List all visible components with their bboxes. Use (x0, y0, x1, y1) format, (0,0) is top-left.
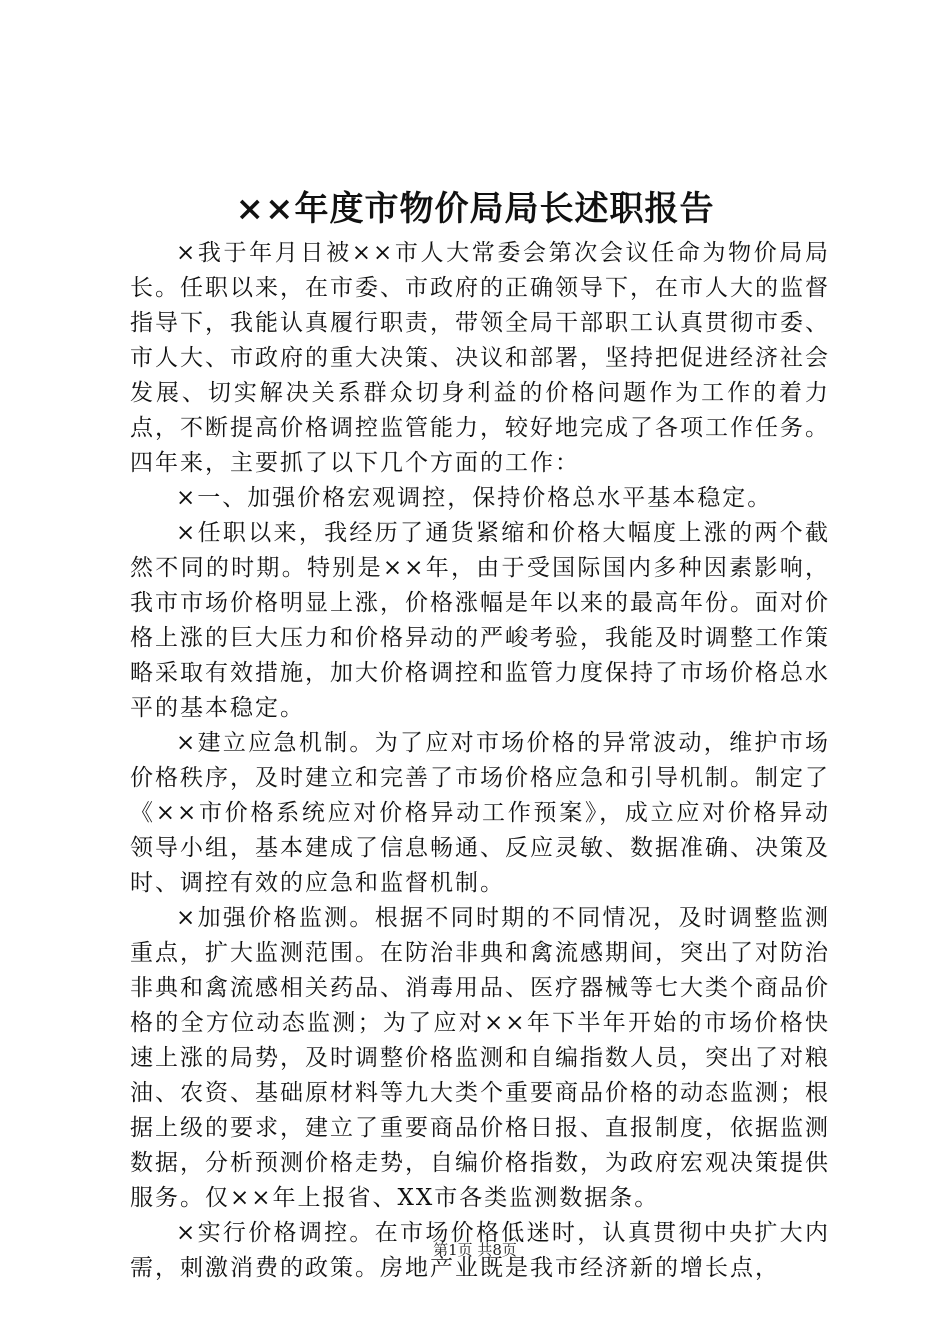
paragraph-intro: ×我于年月日被××市人大常委会第次会议任命为物价局局长。任职以来，在市委、市政府的正确领导下，在市人大的监督指导下，我能认真履行职责，带领全局干部职工认真贯彻市委、市人大、市政府的重大决策、决议和部署，坚持把促进经济社会发展、切实解决关系群众切身利益的价格问题作为工作的着力点，不断提高价格调控监管能力，较好地完成了各项工作任务。四年来，主要抓了以下几个方面的工作： (130, 240, 830, 476)
paragraph-emergency-mechanism: ×建立应急机制。为了应对市场价格的异常波动，维护市场价格秩序，及时建立和完善了市场价格应急和引导机制。制定了《××市价格系统应对价格异动工作预案》，成立应对价格异动领导小组，基本建成了信息畅通、反应灵敏、数据准确、决策及时、调控有效的应急和监督机制。 (130, 730, 830, 896)
document-body (130, 236, 830, 1286)
paragraph-price-regulation: ×实行价格调控。在市场价格低迷时，认真贯彻中央扩大内需，刺激消费的政策。房地产业既是我市经济新的增长点， (130, 1220, 830, 1281)
page-footer: 第1页 共8页 (433, 1241, 517, 1259)
document-title: ××年度市物价局局长述职报告 (235, 189, 715, 229)
paragraph-price-monitoring: ×加强价格监测。根据不同时期的不同情况，及时调整监测重点，扩大监测范围。在防治非典和禽流感期间，突出了对防治非典和禽流感相关药品、消毒用品、医疗器械等七大类个商品价格的全方位动态监测；为了应对××年下半年开始的市场价格快速上涨的局势，及时调整价格监测和自编指数人员，突出了对粮油、农资、基础原材料等九大类个重要商品价格的动态监测；根据上级的要求，建立了重要商品价格日报、直报制度，依据监测数据，分析预测价格走势，自编价格指数，为政府宏观决策提供服务。仅××年上报省、XX市各类监测数据条。 (130, 905, 830, 1211)
paragraph-section-heading: ×一、加强价格宏观调控，保持价格总水平基本稳定。 (176, 485, 773, 511)
paragraph-tenure: ×任职以来，我经历了通货紧缩和价格大幅度上涨的两个截然不同的时期。特别是××年，由于受国际国内多种因素影响，我市市场价格明显上涨，价格涨幅是年以来的最高年份。面对价格上涨的巨大压力和价格异动的严峻考验，我能及时调整工作策略采取有效措施，加大价格调控和监管力度保持了市场价格总水平的基本稳定。 (130, 520, 830, 721)
